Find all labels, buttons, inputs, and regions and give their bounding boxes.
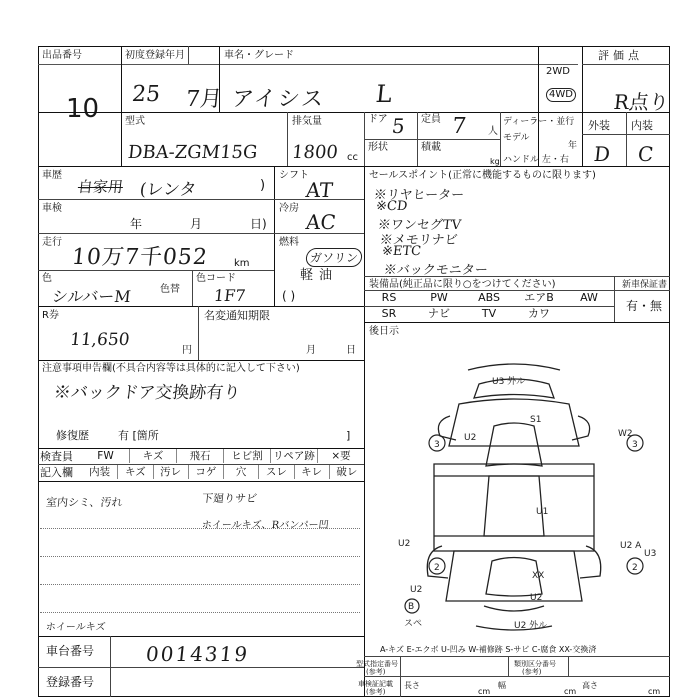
car-name: アイシス (230, 87, 327, 112)
inspector-item: スレ (258, 465, 293, 479)
dealer-label: ディーラー・並行 (503, 117, 575, 127)
size-sub: (参考) (366, 688, 386, 696)
length-unit: cm (478, 687, 491, 696)
size-label: 車検証記載 (358, 680, 393, 688)
class-number-label: 類別区分番号 (514, 660, 556, 668)
divider (364, 322, 670, 323)
doors-value: 5 (390, 114, 406, 138)
fuel-diesel: 軽油 (300, 268, 339, 283)
damage-mark: 2 (632, 563, 638, 573)
warranty-value: 有・無 (626, 299, 663, 313)
damage-mark: U2 外ル (514, 621, 548, 631)
entry-line (40, 528, 360, 529)
car-grade: L (374, 80, 394, 108)
load-unit: kg (490, 157, 500, 166)
displacement-value: 1800 (290, 142, 339, 163)
damage-mark: スペ (404, 619, 423, 629)
damage-mark: 3 (434, 440, 440, 450)
inspection-month: 月 (190, 217, 203, 231)
equipment-title: 装備品(純正品に限り○をつけてください) (369, 279, 556, 290)
color-code-value: 1F7 (213, 286, 247, 305)
inspector-entry-label: 記入欄 (40, 466, 73, 479)
divider (192, 270, 193, 306)
color-code-label: 色コード (196, 273, 236, 284)
length-label: 長さ (404, 681, 420, 690)
damage-mark: U2 (530, 593, 543, 603)
seats-label: 定員 (421, 114, 441, 125)
inspector-item: FW (97, 450, 114, 462)
mileage-unit: km (234, 258, 250, 269)
inspector-item: コゲ (188, 465, 223, 479)
drive-4wd: 4WD (546, 88, 576, 102)
inspector-item: 穴 (223, 465, 258, 479)
score-value: R点り (612, 90, 671, 114)
repair-label: 修復歴 (56, 429, 89, 442)
fuel-label: 燃料 (279, 237, 299, 248)
equipment-item: カワ (528, 307, 550, 320)
lot-number: 10 (66, 94, 100, 124)
divider (38, 306, 364, 307)
damage-mark: 3 (632, 440, 638, 450)
equipment-item: ABS (478, 291, 500, 304)
bottom-note: ホイールキズ (45, 622, 106, 633)
damage-legend: A-キズ E-エクボ U-凹み W-補修跡 S-サビ C-腐食 XX-交換済 (380, 645, 597, 654)
height-label: 高さ (582, 681, 598, 690)
posthist-label: 後日示 (369, 326, 399, 337)
damage-mark: U2 (410, 585, 423, 595)
entry-line (40, 584, 360, 585)
damage-mark: U2 (464, 433, 477, 443)
equipment-item: RS (381, 291, 397, 304)
sales-point-item: ※ETC (381, 244, 422, 259)
repair-close: ] (346, 429, 351, 442)
tax-notice-label: 名変通知期限 (204, 309, 270, 322)
width-unit: cm (564, 687, 577, 696)
sales-points-title: セールスポイント(正常に機能するものに限ります) (369, 170, 596, 181)
tax-notice-day: 日 (346, 345, 356, 356)
divider (364, 656, 670, 657)
divider (110, 636, 111, 697)
damage-mark: B (408, 602, 415, 612)
interior-value: C (636, 142, 655, 166)
inspector-item: ×要 (317, 449, 364, 463)
width-label: 幅 (498, 681, 506, 690)
recycle-unit: 円 (182, 345, 192, 356)
color-label: 色 (42, 273, 52, 284)
model-year-label: モデル (503, 133, 530, 143)
sales-point-item: ※メモリナビ (379, 233, 459, 248)
fuel-other: ( ) (282, 289, 296, 303)
history-struck: 自家用 (77, 178, 124, 196)
history-close: ) (260, 178, 266, 193)
exterior-value: D (592, 142, 612, 166)
equipment-item: PW (430, 291, 448, 304)
divider (38, 481, 364, 482)
damage-mark: U1 (536, 507, 549, 517)
car-name-label: 車名・グレード (224, 50, 294, 61)
inspection-day: 日) (250, 217, 267, 231)
model-value: DBA-ZGM15G (126, 142, 259, 163)
shift-value: AT (304, 178, 334, 202)
divider (188, 46, 189, 64)
doors-label: ドア (368, 114, 388, 125)
equipment-item: エアB (524, 291, 554, 304)
divider (400, 656, 401, 697)
inspector-item: キズ (117, 465, 152, 479)
history-label: 車歴 (42, 170, 62, 181)
shift-label: シフト (279, 170, 309, 181)
equipment-item: AW (580, 291, 598, 304)
notes-label: 注意事項申告欄(不具合内容等は具体的に記入して下さい) (42, 363, 300, 374)
load-label: 積載 (421, 142, 441, 153)
first-reg-month: 7月 (184, 87, 224, 112)
model-year-unit: 年 (568, 141, 578, 151)
warranty-label: 新車保証書 (622, 280, 668, 290)
repaint-label: 色替 (160, 284, 180, 295)
inspector-item: ヒビ割 (223, 449, 270, 463)
sales-point-item: ※CD (375, 199, 409, 214)
tax-notice-month: 月 (306, 345, 316, 356)
handle-label: ハンドル 左・右 (503, 155, 569, 165)
divider (198, 306, 199, 360)
damage-mark: U2 (398, 539, 411, 549)
recycle-value: 11,650 (68, 330, 131, 350)
damage-mark: U2 A (620, 541, 642, 551)
sales-point-item: ※ワンセグTV (377, 218, 462, 233)
registration-label: 登録番号 (46, 675, 95, 689)
inspector-label: 検査員 (40, 450, 73, 463)
damage-mark: S1 (530, 415, 542, 425)
repair-value: 有 [箇所 (118, 429, 159, 442)
car-damage-diagram (364, 336, 670, 652)
fuel-gasoline: ガソリン (305, 248, 363, 267)
inspector-row-2 (82, 464, 364, 481)
score-label: 評価点 (598, 49, 643, 62)
damage-mark: U3 (644, 549, 657, 559)
damage-mark: U3 外ル (492, 377, 526, 387)
divider (364, 139, 500, 140)
inspector-row-1 (82, 448, 364, 464)
notes-value: ※バックドア交換跡有り (52, 383, 242, 403)
spec-number-sub: (参考) (366, 668, 386, 676)
interior-label: 内装 (631, 119, 653, 132)
divider (508, 656, 509, 676)
spec-number-label: 型式指定番号 (356, 660, 398, 668)
divider (38, 166, 670, 167)
displacement-label: 排気量 (292, 116, 322, 127)
drive-2wd: 2WD (546, 66, 570, 77)
inspection-label: 車検 (42, 203, 62, 214)
equipment-item: SR (381, 307, 397, 320)
sales-point-item: ※バックモニター (383, 263, 489, 278)
divider (364, 276, 670, 277)
seats-unit: 人 (488, 126, 498, 137)
model-label: 型式 (125, 116, 145, 127)
damage-mark: XX (532, 571, 545, 581)
divider (582, 64, 670, 65)
divider (614, 276, 615, 322)
divider (38, 636, 364, 637)
cooling-value: AC (304, 210, 338, 234)
displacement-unit: cc (347, 152, 358, 163)
recycle-label: R券 (42, 310, 59, 321)
divider (38, 667, 364, 668)
inspector-item: リペア跡 (270, 449, 317, 463)
inspector-note-1: 室内シミ、汚れ (45, 496, 124, 509)
exterior-label: 外装 (588, 119, 610, 132)
chassis-value: 0014319 (144, 642, 251, 666)
cooling-label: 冷房 (279, 203, 299, 214)
divider (38, 64, 578, 65)
inspector-item: キレ (294, 465, 329, 479)
divider (538, 46, 539, 166)
lot-label: 出品番号 (42, 50, 82, 61)
divider (287, 112, 288, 166)
equipment-item: ナビ (428, 307, 450, 320)
mileage-value: 10万7千052 (70, 245, 210, 270)
inspector-item: 汚レ (153, 465, 188, 479)
height-unit: cm (648, 687, 661, 696)
divider (274, 166, 275, 306)
damage-mark: 2 (434, 563, 440, 573)
class-number-sub: (参考) (522, 668, 542, 676)
shape-label: 形状 (368, 142, 388, 153)
first-reg-year: 25 (130, 82, 162, 107)
divider (500, 112, 501, 166)
equipment-grid (364, 290, 614, 322)
divider (568, 656, 569, 676)
damage-mark: W2 (618, 429, 633, 439)
divider (38, 360, 364, 361)
divider (626, 112, 627, 166)
entry-line (40, 556, 360, 557)
first-reg-label: 初度登録年月 (125, 50, 185, 61)
mileage-label: 走行 (42, 237, 62, 248)
divider (121, 46, 122, 166)
equipment-item: TV (481, 307, 497, 320)
inspection-year: 年 (130, 217, 143, 231)
seats-value: 7 (450, 114, 468, 139)
sales-point-item: ※リヤヒーター (373, 188, 465, 203)
inspector-item: 飛石 (176, 449, 223, 463)
inspector-item: キズ (129, 449, 176, 463)
history-value: (レンタ (138, 180, 198, 200)
entry-line (40, 612, 360, 613)
inspector-note-3: ホイールキズ、Rバンパー凹 (201, 520, 330, 531)
inspector-note-2: 下廻りサビ (201, 492, 258, 505)
divider (364, 676, 670, 677)
chassis-label: 車台番号 (46, 644, 95, 658)
color-value: シルバーM (50, 287, 132, 306)
divider (38, 112, 670, 113)
inspector-item: 内装 (89, 466, 111, 478)
inspector-item: 破レ (329, 465, 364, 479)
